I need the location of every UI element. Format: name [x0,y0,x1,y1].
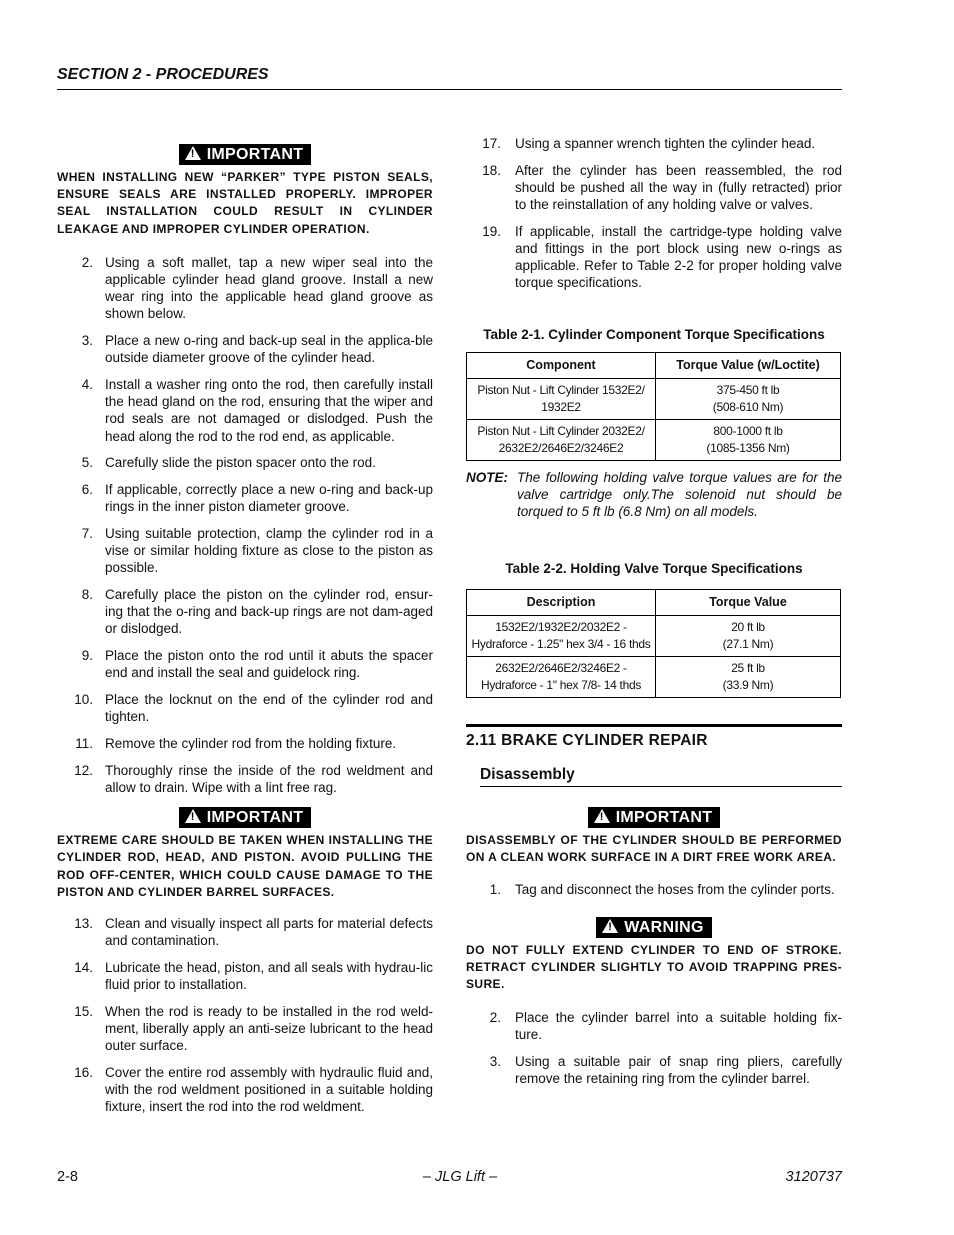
step-text: Using a suitable pair of snap ring pliers, carefully remove the retaining ring from the cylinder barrel. [515,1054,842,1087]
procedure-step [57,915,433,949]
step-text: Using suitable protection, clamp the cylinder rod in a vise or similar holding fixture as close to the piston as possible. [105,525,433,576]
table-header-cell: Component [467,352,656,378]
note-text: The following holding valve torque values are for the valve cartridge only.The solenoid nut should be torqued to 5 ft lb (6.8 Nm) on all models. [517,469,842,520]
warning-label: WARNING [624,918,704,936]
table-cell [467,419,656,460]
left-column [57,144,433,1125]
warning-badge [596,917,711,938]
important-badge [179,144,312,165]
step-text: Place the piston onto the rod until it abuts the spacer end and install the seal and guidelock ring. [105,648,433,681]
step-number: 3. [81,333,93,349]
procedure-step [57,959,433,993]
table-row [467,378,841,419]
procedure-step [57,586,433,638]
note [466,469,842,521]
cell-line: 2632E2/2646E2/3246E2 - [495,661,627,676]
procedure-step [57,735,433,752]
procedure-step [466,162,842,214]
table-cell [656,419,841,460]
cell-line: 25 ft lb [731,661,765,676]
step-text: Using a spanner wrench tighten the cylinder head. [515,136,816,151]
important-text: DISASSEMBLY OF THE CYLINDER SHOULD BE PERFORMED ON A CLEAN WORK SURFACE IN A DIRT FREE WORK AREA. [466,833,842,865]
cell-line: 2632E2/2646E2/3246E2 [498,440,624,455]
cell-line: Piston Nut - Lift Cylinder 1532E2/ [477,383,645,398]
procedure-steps [466,135,842,292]
cell-line: Hydraforce - 1" hex 7/8- 14 thds [480,677,642,692]
important-badge-wrap [57,807,433,828]
step-number: 8. [81,587,93,603]
procedure-step [57,1064,433,1116]
procedure-step [57,254,433,323]
step-number: 2. [81,254,93,270]
table-cell [467,656,656,697]
table-row [467,615,841,656]
step-text: Remove the cylinder rod from the holding fixture. [105,735,397,751]
step-number: 1. [489,882,501,898]
procedure-step [57,1003,433,1055]
table-header-cell: Description [467,589,656,615]
procedure-steps [57,915,433,1116]
step-number: 4. [81,377,93,393]
important-label: IMPORTANT [206,809,304,827]
header-rule [57,89,842,90]
step-text: Place the cylinder barrel into a suitable holding fix-ture. [515,1010,842,1043]
procedure-step [466,135,842,152]
cell-line: 375-450 ft lb [716,383,780,398]
holding-valve-table [466,589,841,698]
cell-line: 1932E2 [541,399,581,414]
step-number: 14. [74,959,93,975]
warning-triangle-icon: ! [185,146,201,160]
step-text: Carefully place the piston on the cylinder rod, ensur-ing that the o-ring and back-up rings are not dam-aged or dislodged. [105,587,433,637]
cell-line: 1532E2/1932E2/2032E2 - [495,620,627,635]
procedure-steps [466,881,842,898]
subsection-rule [480,786,842,787]
cell-line: 20 ft lb [731,620,765,635]
procedure-step [466,1009,842,1043]
procedure-step [466,1053,842,1087]
section-rule [466,724,842,727]
procedure-step [57,647,433,681]
procedure-step [466,223,842,292]
footer-center: – JLG Lift – [422,1169,498,1185]
step-text: Install a washer ring onto the rod, then carefully install the head gland on the rod, ensuring that the wiper and rod seals are not damaged or dislodged. Push the head along the rod to the rod end, as applicable. [105,377,433,444]
step-number: 15. [74,1003,93,1019]
table-cell [467,378,656,419]
warning-text: DO NOT FULLY EXTEND CYLINDER TO END OF STROKE. RETRACT CYLINDER SLIGHTLY TO AVOID TRAPPING PRES-SURE. [466,942,842,992]
section-header-title: SECTION 2 - PROCEDURES [57,66,269,83]
step-number: 16. [74,1064,93,1080]
procedure-step [57,454,433,471]
step-number: 2. [489,1010,501,1026]
step-text: Lubricate the head, piston, and all seals with hydrau-lic fluid prior to installation. [105,959,433,993]
step-number: 18. [482,162,501,178]
warning-triangle-icon: ! [602,919,618,933]
important-text: EXTREME CARE SHOULD BE TAKEN WHEN INSTALLING THE CYLINDER ROD, HEAD, AND PISTON. AVOID PULLING THE ROD OFF-CENTER, WHICH COULD CAUSE DAMAGE TO THE PISTON AND CYLINDER BARREL SURFACES. [57,833,433,899]
step-number: 13. [74,915,93,931]
torque-spec-table [466,352,841,461]
step-text: After the cylinder has been reassembled, the rod should be pushed all the way in (fully retracted) prior to the reinstallation of any holding valve or valves. [515,162,842,213]
table-cell [656,656,841,697]
table-caption: Table 2-1. Cylinder Component Torque Specifications [483,326,825,342]
table-caption: Table 2-2. Holding Valve Torque Specifications [505,561,803,577]
warning-badge-wrap [466,917,842,938]
important-label: IMPORTANT [206,146,304,163]
cell-line: Piston Nut - Lift Cylinder 2032E2/ [477,424,645,439]
important-badge-wrap [466,807,842,828]
step-text: When the rod is ready to be installed in the rod weld-ment, liberally apply an anti-seize lubricant to the head outer surface. [105,1003,433,1054]
table-row [467,419,841,460]
section-title: 2.11 BRAKE CYLINDER REPAIR [466,731,708,749]
table-cell [656,615,841,656]
table-header-cell: Torque Value (w/Loctite) [656,352,841,378]
procedure-step [57,691,433,725]
important-label: IMPORTANT [615,809,713,827]
cell-line: (508-610 Nm) [712,399,784,414]
important-text: WHEN INSTALLING NEW “PARKER” TYPE PISTON SEALS, ENSURE SEALS ARE INSTALLED PROPERLY. IMPROPER SEAL INSTALLATION COULD RESULT IN CYLINDER LEAKAGE AND IMPROPER CYLINDER OPERATION. [57,170,433,236]
step-text: If applicable, correctly place a new o-ring and back-up rings in the inner piston diameter groove. [105,482,433,515]
footer-page-number: 2-8 [57,1169,78,1185]
table-cell [656,378,841,419]
procedure-steps [57,254,433,796]
table-row [467,656,841,697]
step-number: 17. [482,136,501,151]
procedure-step [57,481,433,515]
step-text: Clean and visually inspect all parts for material defects and contamination. [105,915,433,949]
important-badge [588,807,721,828]
step-number: 9. [81,648,93,664]
important-badge [179,807,312,828]
step-text: Tag and disconnect the hoses from the cylinder ports. [515,882,835,898]
cell-line: (27.1 Nm) [722,636,774,651]
important-badge-wrap [57,144,433,165]
warning-triangle-icon: ! [594,809,610,823]
right-column [466,135,842,1097]
step-text: Using a soft mallet, tap a new wiper seal into the applicable cylinder head gland groove. Install a new wear ring into the applicable head gland groove as shown below. [105,254,433,322]
warning-triangle-icon: ! [185,809,201,823]
procedure-step [57,376,433,445]
step-number: 12. [74,762,93,778]
procedure-step [57,332,433,366]
note-label: NOTE: [466,469,508,485]
step-number: 7. [81,525,93,541]
step-text: Carefully slide the piston spacer onto the rod. [105,455,376,471]
procedure-steps [466,1009,842,1087]
step-text: Place a new o-ring and back-up seal in the applica-ble outside diameter groove of the cylinder head. [105,333,433,366]
cell-line: 800-1000 ft lb [713,424,783,439]
cell-line: (1085-1356 Nm) [706,440,790,455]
subsection-title: Disassembly [480,765,575,783]
table-cell [467,615,656,656]
step-number: 10. [74,692,93,708]
step-number: 19. [482,223,501,239]
step-number: 5. [81,455,93,471]
step-text: Thoroughly rinse the inside of the rod weldment and allow to drain. Wipe with a lint free rag. [105,762,433,795]
step-number: 3. [489,1054,501,1070]
procedure-step [57,525,433,577]
footer-doc-number: 3120737 [785,1169,842,1185]
step-text: If applicable, install the cartridge-type holding valve and fittings in the port block using new o-rings as applicable. Refer to Table 2-2 for proper holding valve torque specifications. [515,223,842,291]
table-header-cell: Torque Value [656,589,841,615]
step-text: Place the locknut on the end of the cylinder rod and tighten. [105,692,433,725]
step-number: 6. [81,482,93,498]
procedure-step [57,762,433,796]
page-header [57,66,841,84]
procedure-step [466,881,842,898]
cell-line: (33.9 Nm) [722,677,774,692]
cell-line: Hydraforce - 1.25" hex 3/4 - 16 thds [471,636,651,651]
step-number: 11. [75,735,93,751]
step-text: Cover the entire rod assembly with hydraulic fluid and, with the rod weldment positioned in a suitable holding fixture, insert the rod into the rod weldment. [105,1064,433,1115]
